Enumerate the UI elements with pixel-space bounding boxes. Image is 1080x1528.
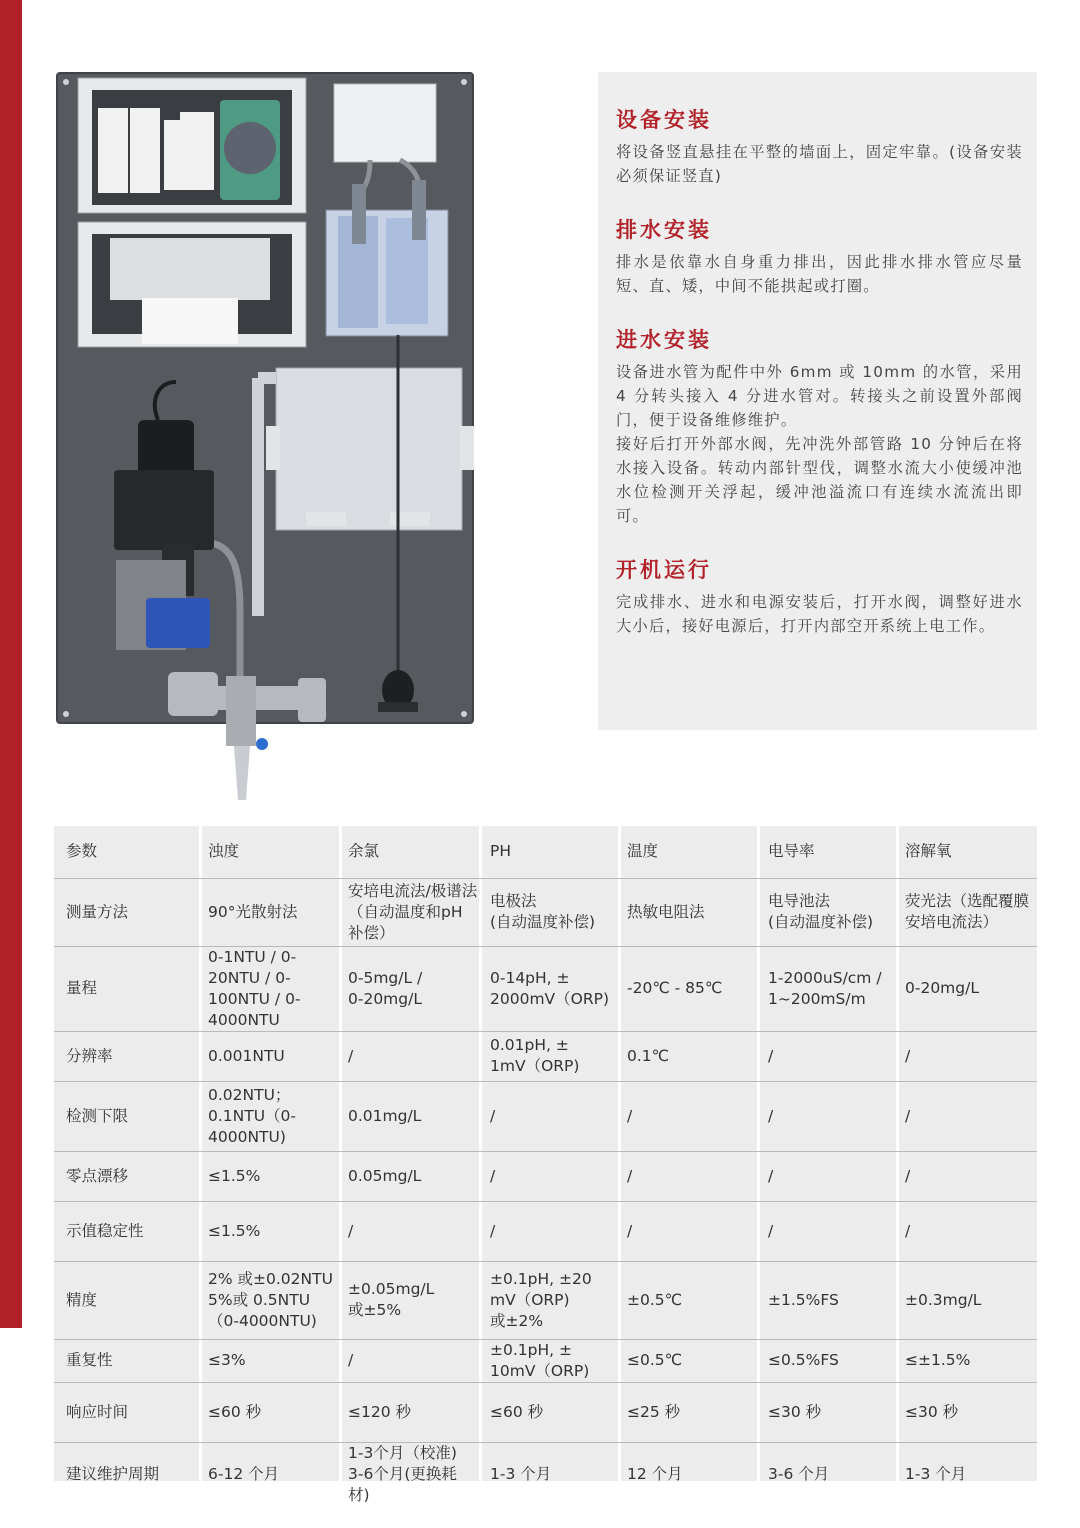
- table-cell: 0.02NTU；0.1NTU（0-4000NTU): [202, 1081, 342, 1151]
- note-section-startup: [616, 556, 1023, 638]
- table-cell: ±0.3mg/L: [899, 1261, 1037, 1339]
- table-cell: /: [482, 1201, 621, 1261]
- table-header-cell: 余氯: [342, 826, 482, 878]
- spec-table-grid: [54, 826, 1037, 1506]
- section-text: 将设备竖直悬挂在平整的墙面上，固定牢靠。(设备安装必须保证竖直): [616, 143, 1023, 185]
- table-row: [54, 946, 1037, 1031]
- row-label-cell: 重复性: [54, 1339, 202, 1382]
- table-cell: 12 个月: [627, 1464, 683, 1483]
- table-cell: /: [899, 1201, 1037, 1261]
- table-cell: /: [899, 1151, 1037, 1201]
- section-text: 排水是依靠水自身重力排出，因此排水排水管应尽量短、直、矮，中间不能拱起或打圈。: [616, 253, 1023, 295]
- table-cell: /: [621, 1201, 760, 1261]
- section-text: 设备进水管为配件中外 6mm 或 10mm 的水管，采用 4 分转头接入 4 分进水管对。转接头之前设置外部阀门，便于设备维修维护。: [616, 363, 1023, 429]
- note-section-inlet-install: [616, 326, 1023, 528]
- table-row: [54, 1382, 1037, 1442]
- table-row: [54, 1151, 1037, 1201]
- table-cell: 0-20mg/L: [899, 946, 1037, 1031]
- table-cell: 1-3个月（校准) 3-6个月(更换耗材): [348, 1443, 457, 1504]
- table-cell: /: [621, 1151, 760, 1201]
- table-row: [54, 878, 1037, 946]
- table-cell: 0.1℃: [621, 1031, 760, 1081]
- row-label-cell: 精度: [54, 1261, 202, 1339]
- table-cell: 0.001NTU: [202, 1031, 342, 1081]
- table-cell: 1-3 个月: [905, 1464, 967, 1483]
- table-row: [54, 1031, 1037, 1081]
- table-cell: 0-1NTU / 0-20NTU / 0-100NTU / 0-4000NTU: [202, 946, 342, 1031]
- table-header-cell: 温度: [621, 826, 760, 878]
- row-label-cell: 零点漂移: [54, 1151, 202, 1201]
- table-cell: ±1.5%FS: [760, 1261, 899, 1339]
- table-cell: 1-3 个月: [490, 1464, 552, 1483]
- table-header-cell: 电导率: [760, 826, 899, 878]
- table-header-row: [54, 826, 1037, 878]
- row-label-cell: 测量方法: [54, 878, 202, 946]
- table-cell: /: [760, 1201, 899, 1261]
- row-label-cell: 分辨率: [54, 1031, 202, 1081]
- table-cell: 3-6 个月: [768, 1464, 830, 1483]
- section-title: 排水安装: [616, 218, 712, 242]
- section-title: 进水安装: [616, 328, 712, 352]
- table-cell: 0-14pH, ± 2000mV（ORP): [482, 946, 621, 1031]
- table-cell: /: [482, 1081, 621, 1151]
- table-cell: -20℃ - 85℃: [621, 946, 760, 1031]
- table-row: [54, 1339, 1037, 1382]
- table-header-cell: PH: [482, 826, 621, 878]
- table-cell: 0.05mg/L: [342, 1151, 482, 1201]
- note-section-drain-install: [616, 216, 1023, 298]
- table-cell: /: [621, 1081, 760, 1151]
- table-cell: 6-12 个月: [208, 1464, 280, 1483]
- row-label-cell: 建议维护周期: [66, 1464, 160, 1483]
- table-row: [54, 1442, 1037, 1506]
- table-cell: 0.01pH, ± 1mV（ORP): [482, 1031, 621, 1081]
- table-cell: ≤±1.5%: [899, 1339, 1037, 1382]
- table-cell: /: [342, 1031, 482, 1081]
- section-title: 开机运行: [616, 558, 712, 582]
- row-label-cell: 示值稳定性: [54, 1201, 202, 1261]
- table-cell: ±0.5℃: [621, 1261, 760, 1339]
- table-row: [54, 1081, 1037, 1151]
- table-row: [54, 1201, 1037, 1261]
- table-cell: /: [342, 1201, 482, 1261]
- row-label-cell: 检测下限: [54, 1081, 202, 1151]
- table-cell: /: [760, 1151, 899, 1201]
- table-cell: ≤0.5℃: [621, 1339, 760, 1382]
- table-cell: ≤3%: [202, 1339, 342, 1382]
- table-cell: 90°光散射法: [202, 878, 342, 946]
- table-cell: ≤120 秒: [342, 1382, 482, 1442]
- table-cell: ±0.05mg/L 或±5%: [342, 1261, 482, 1339]
- table-cell: ±0.1pH, ±20 mV（ORP) 或±2%: [482, 1261, 621, 1339]
- table-cell: ±0.1pH, ± 10mV（ORP): [482, 1339, 621, 1382]
- table-header-cell: 参数: [54, 826, 202, 878]
- table-cell: 0-5mg/L / 0-20mg/L: [342, 946, 482, 1031]
- table-cell: /: [760, 1031, 899, 1081]
- table-cell: ≤1.5%: [202, 1151, 342, 1201]
- section-title: 设备安装: [616, 108, 712, 132]
- note-section-device-install: [616, 106, 1023, 188]
- specification-table: [54, 826, 1037, 1504]
- row-label-cell: 量程: [54, 946, 202, 1031]
- table-cell: ≤60 秒: [482, 1382, 621, 1442]
- table-cell: 1-2000uS/cm / 1~200mS/m: [760, 946, 899, 1031]
- table-cell: /: [482, 1151, 621, 1201]
- table-cell: 电极法 (自动温度补偿): [482, 878, 621, 946]
- table-cell: ≤1.5%: [202, 1201, 342, 1261]
- table-cell: 2% 或±0.02NTU 5%或 0.5NTU （0-4000NTU): [202, 1261, 342, 1339]
- accent-side-bar: [0, 0, 22, 1328]
- table-cell: 安培电流法/极谱法（自动温度和pH 补偿）: [342, 878, 482, 946]
- table-header-cell: 浊度: [202, 826, 342, 878]
- table-cell: ≤30 秒: [760, 1382, 899, 1442]
- table-cell: 荧光法（选配覆膜安培电流法）: [899, 878, 1037, 946]
- table-cell: 电导池法 (自动温度补偿): [760, 878, 899, 946]
- section-text: 接好后打开外部水阀，先冲洗外部管路 10 分钟后在将水接入设备。转动内部针型伐，调整水流大小使缓冲池水位检测开关浮起，缓冲池溢流口有连续水流流出即可。: [616, 435, 1023, 525]
- table-row: [54, 1261, 1037, 1339]
- analyzer-panel-illustration: [40, 60, 490, 805]
- table-cell: /: [899, 1081, 1037, 1151]
- table-cell: 0.01mg/L: [342, 1081, 482, 1151]
- table-cell: /: [760, 1081, 899, 1151]
- section-text: 完成排水、进水和电源安装后，打开水阀，调整好进水大小后，接好电源后，打开内部空开系统上电工作。: [616, 593, 1023, 635]
- table-cell: ≤25 秒: [621, 1382, 760, 1442]
- table-cell: /: [899, 1031, 1037, 1081]
- table-cell: 热敏电阻法: [621, 878, 760, 946]
- table-cell: /: [342, 1339, 482, 1382]
- table-cell: ≤30 秒: [899, 1382, 1037, 1442]
- table-header-cell: 溶解氧: [899, 826, 1037, 878]
- row-label-cell: 响应时间: [54, 1382, 202, 1442]
- table-cell: ≤60 秒: [202, 1382, 342, 1442]
- table-cell: ≤0.5%FS: [760, 1339, 899, 1382]
- installation-notes-panel: [598, 72, 1037, 730]
